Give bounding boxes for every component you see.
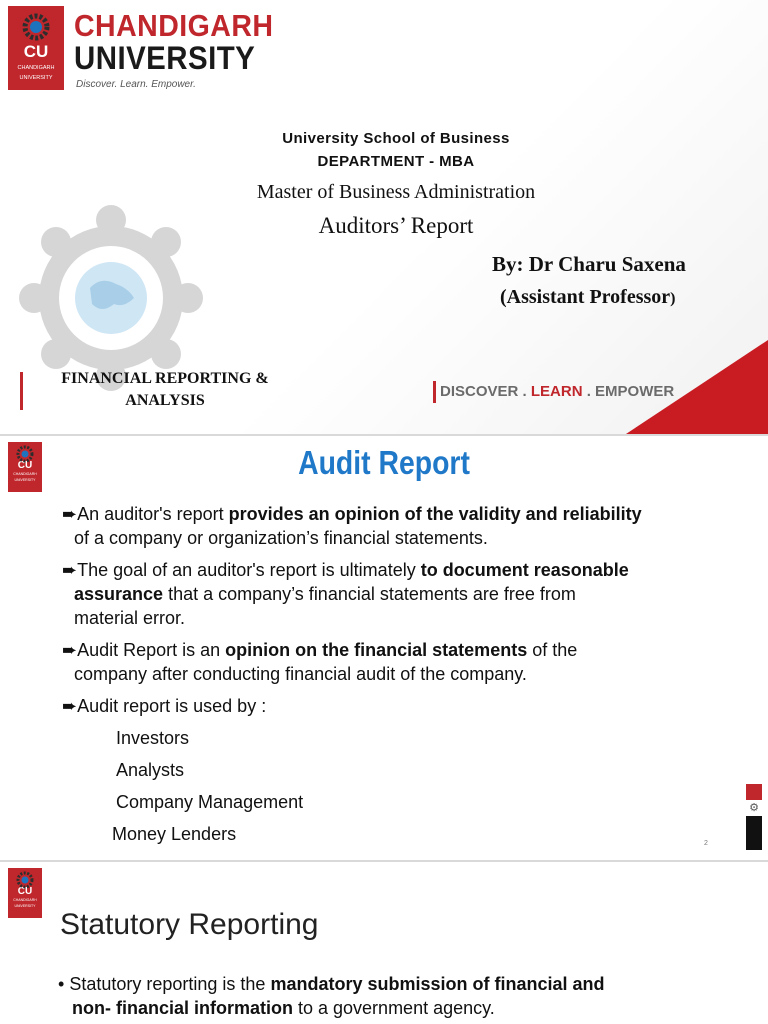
bullet-text: that a company’s financial statements are free from [163, 584, 576, 604]
bullet-text: to a government agency. [293, 998, 495, 1018]
arrow-bullet-icon: ➨ [62, 696, 78, 716]
course-title-line1: FINANCIAL REPORTING & [61, 370, 269, 387]
logo-sub-line1: CHANDIGARH [17, 65, 55, 71]
logo-sub-line1: CHANDIGARH [13, 472, 37, 476]
arrow-bullet-icon: ➨ [62, 560, 78, 580]
bullet-text: The goal of an auditor's report is ultimately [77, 560, 421, 580]
logo-emblem-icon [14, 443, 36, 465]
side-logo-dark-block [746, 816, 762, 850]
motto-empower: . EMPOWER [582, 383, 675, 400]
presentation-topic: Auditors’ Report [318, 213, 474, 238]
logo-emblem-icon [19, 10, 53, 44]
audit-report-slide [0, 436, 768, 860]
bullet-bold-text: assurance [74, 584, 164, 604]
bullet-text: of the [527, 640, 578, 660]
logo-emblem-icon [14, 869, 36, 891]
side-logo-gear-icon: ⚙ [749, 802, 759, 814]
side-logo-red-block [746, 784, 762, 800]
brand-tagline: Discover. Learn. Empower. [76, 79, 196, 90]
logo-sub-line2: UNIVERSITY [14, 477, 36, 482]
author-role [500, 286, 676, 309]
logo-sub-line2: UNIVERSITY [19, 74, 53, 81]
user-item-company-management: Company Management [116, 792, 304, 812]
university-logo [8, 6, 64, 90]
bullet-text: material error. [74, 608, 186, 628]
author-name: By: Dr Charu Saxena [492, 252, 686, 276]
bullet-item [62, 558, 752, 630]
bullet-bold-text: to document reasonable [420, 560, 629, 580]
user-item-money-lenders: Money Lenders [112, 824, 237, 844]
bullet-bold-text: provides an opinion of the validity and reliability [228, 504, 642, 524]
slide-title: Statutory Reporting [60, 908, 319, 941]
motto-learn: LEARN [530, 383, 583, 400]
slide-title: Audit Report [298, 444, 470, 481]
motto-discover: DISCOVER . [440, 383, 531, 400]
logo-sub-line1: CHANDIGARH [13, 898, 37, 902]
bullet-item [62, 502, 752, 550]
brand-name-line2: UNIVERSITY [74, 40, 256, 76]
logo-cu-text: CU [17, 886, 33, 897]
bullet-text: Audit report is used by : [77, 696, 267, 716]
logo-sub-line2: UNIVERSITY [14, 903, 36, 908]
bullet-item [58, 972, 718, 1020]
school-name: University School of Business [282, 130, 510, 147]
bullet-bold-text: non- financial information [72, 998, 293, 1018]
corner-triangle [626, 340, 768, 434]
author-role-close: ) [670, 290, 676, 307]
program-name: Master of Business Administration [256, 181, 536, 203]
bullet-bold-text: opinion on the financial statements [225, 640, 528, 660]
page-number: 2 [704, 840, 708, 847]
bullet-dot-icon: • [58, 974, 65, 994]
university-logo [8, 868, 42, 918]
motto-accent-bar [433, 381, 436, 403]
bullet-text: Audit Report is an [77, 640, 226, 660]
user-item-analysts: Analysts [116, 760, 185, 780]
bullet-text: An auditor's report [77, 504, 229, 524]
arrow-bullet-icon: ➨ [62, 640, 78, 660]
brand-name-line1: CHANDIGARH [74, 8, 274, 43]
course-accent-bar [20, 372, 23, 410]
author-role-text: (Assistant Professor [500, 286, 671, 308]
logo-cu-text: CU [17, 460, 33, 471]
bullet-list [62, 502, 752, 726]
arrow-bullet-icon: ➨ [62, 504, 78, 524]
user-item-investors: Investors [116, 728, 190, 748]
bullet-item [62, 638, 752, 686]
course-title [30, 368, 300, 412]
university-logo [8, 442, 42, 492]
bullet-text: company after conducting financial audit of the company. [74, 664, 527, 684]
bullet-bold-text: mandatory submission of financial and [270, 974, 605, 994]
logo-cu-text: CU [23, 42, 49, 61]
bullet-text: Statutory reporting is the [69, 974, 271, 994]
department-name: DEPARTMENT - MBA [317, 153, 475, 170]
course-title-line2: ANALYSIS [125, 392, 205, 409]
bullet-item [62, 694, 752, 718]
title-slide [0, 0, 768, 434]
statutory-reporting-slide [0, 862, 768, 1024]
bullet-text: of a company or organization’s financial statements. [74, 528, 488, 548]
